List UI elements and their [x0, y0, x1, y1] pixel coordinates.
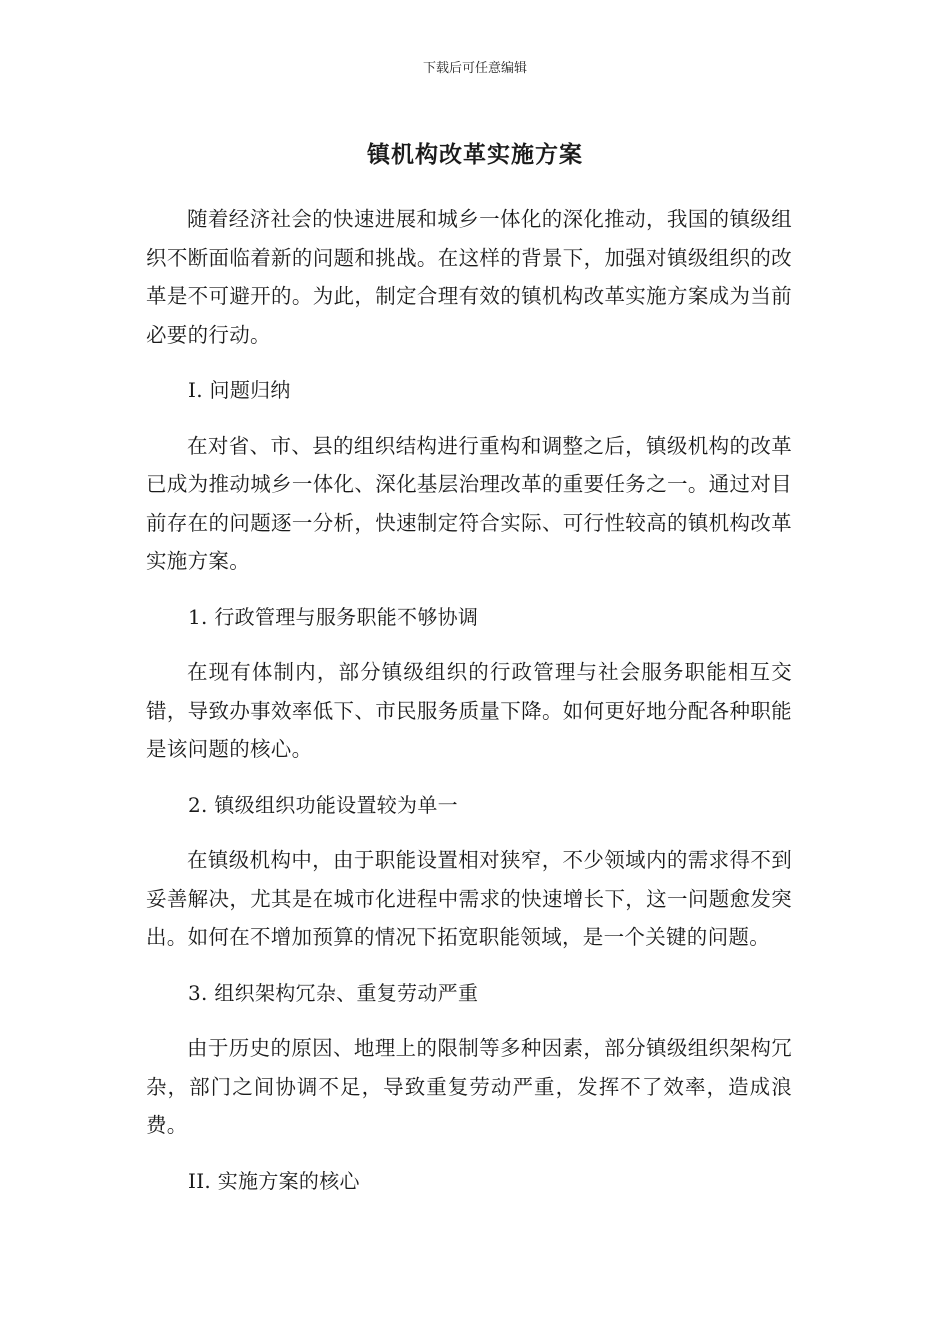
document-body	[146, 200, 792, 1200]
subheading-2: 2. 镇级组织功能设置较为单一	[188, 792, 458, 817]
intro-paragraph: 随着经济社会的快速进展和城乡一体化的深化推动，我国的镇级组织不断面临着新的问题和挑战。在这样的背景下，加强对镇级组织的改革是不可避开的。为此，制定合理有效的镇机构改革实施方案成为当前必要的行动。	[146, 207, 792, 347]
subparagraph-3: 由于历史的原因、地理上的限制等多种因素，部分镇级组织架构冗杂，部门之间协调不足，导致重复劳动严重，发挥不了效率，造成浪费。	[146, 1036, 792, 1137]
subparagraph-2: 在镇级机构中，由于职能设置相对狭窄，不少领域内的需求得不到妥善解决，尤其是在城市化进程中需求的快速增长下，这一问题愈发突出。如何在不增加预算的情况下拓宽职能领域，是一个关键的问题。	[146, 848, 792, 949]
subparagraph-1: 在现有体制内，部分镇级组织的行政管理与社会服务职能相互交错，导致办事效率低下、市民服务质量下降。如何更好地分配各种职能是该问题的核心。	[146, 660, 792, 761]
subheading-3: 3. 组织架构冗杂、重复劳动严重	[188, 980, 479, 1005]
problems-paragraph: 在对省、市、县的组织结构进行重构和调整之后，镇级机构的改革已成为推动城乡一体化、深化基层治理改革的重要任务之一。通过对目前存在的问题逐一分析，快速制定符合实际、可行性较高的镇机构改革实施方案。	[146, 433, 792, 573]
section-heading-problems: I. 问题归纳	[188, 378, 291, 402]
header-note: 下载后可任意编辑	[422, 61, 527, 76]
section-heading-plan-core: II. 实施方案的核心	[188, 1168, 360, 1193]
document-title: 镇机构改革实施方案	[367, 142, 583, 168]
subheading-1: 1. 行政管理与服务职能不够协调	[188, 604, 479, 629]
